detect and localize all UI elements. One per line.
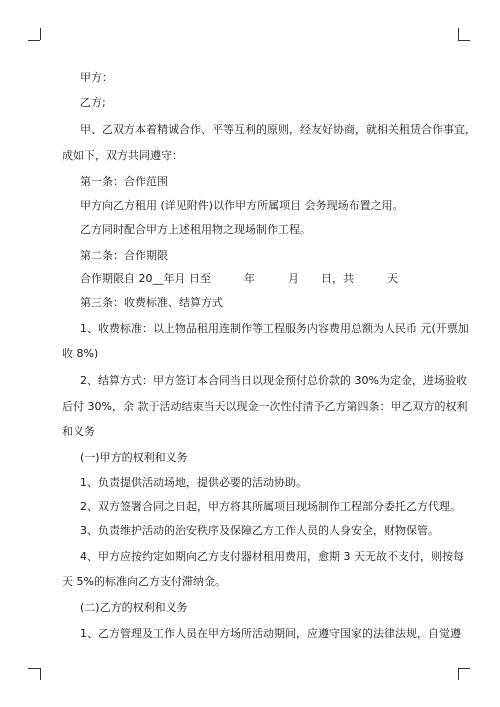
doc-line: 1、乙方管理及工作人员在甲方场所活动期间，应遵守国家的法律法规，自觉遵 xyxy=(80,627,461,640)
doc-line: 第一条：合作范围 xyxy=(80,175,168,188)
doc-line: 和义务 xyxy=(62,425,95,438)
doc-line: 3、负责维护活动的治安秩序及保障乙方工作人员的人身安全，财物保管。 xyxy=(80,524,439,537)
doc-line: 甲方向乙方租用 (详见附件)以作甲方所属项目 会务现场布置之用。 xyxy=(80,199,404,212)
doc-line: 第二条：合作期限 xyxy=(80,249,168,262)
doc-line: 4、甲方应按约定如期向乙方支付器材租用费用，愈期 3 天无故不支付，则按每 xyxy=(80,550,464,563)
doc-line: 乙方; xyxy=(80,96,106,109)
doc-line: (二)乙方的权利和义务 xyxy=(80,601,188,614)
doc-line: 乙方同时配合甲方上述租用物之现场制作工程。 xyxy=(80,223,311,236)
doc-line: 后付 30%，余 款于活动结束当天以现金一次性付清予乙方第四条：甲乙双方的权利 xyxy=(62,400,468,413)
doc-line: 2、双方签署合同之日起，甲方将其所属项目现场制作工程部分委托乙方代理。 xyxy=(80,500,461,513)
doc-line: 第三条：收费标准、结算方式 xyxy=(80,296,223,309)
doc-line: 天 5%的标准向乙方支付滞纳金。 xyxy=(62,575,226,588)
doc-line: 甲、乙双方本着精诚合作、平等互利的原则，经友好协商，就相关租赁合作事宜， xyxy=(80,123,476,136)
doc-line: (一)甲方的权利和义务 xyxy=(80,451,188,464)
doc-line: 1、收费标准：以上物品租用连制作等工程服务内容费用总额为人民币 元(开票加 xyxy=(80,322,469,335)
doc-line: 2、结算方式：甲方签订本合同当日以现金预付总价款的 30%为定金，进场验收 xyxy=(80,374,467,387)
doc-line: 成如下，双方共同遵守： xyxy=(62,149,183,162)
doc-line: 合作期限自 20__年月 日至 年 月 日，共 天 xyxy=(80,272,398,285)
doc-line: 收 8%) xyxy=(62,347,99,360)
doc-line: 甲方： xyxy=(80,71,113,84)
doc-line: 1、负责提供活动场地，提供必要的活动协助。 xyxy=(80,476,307,489)
